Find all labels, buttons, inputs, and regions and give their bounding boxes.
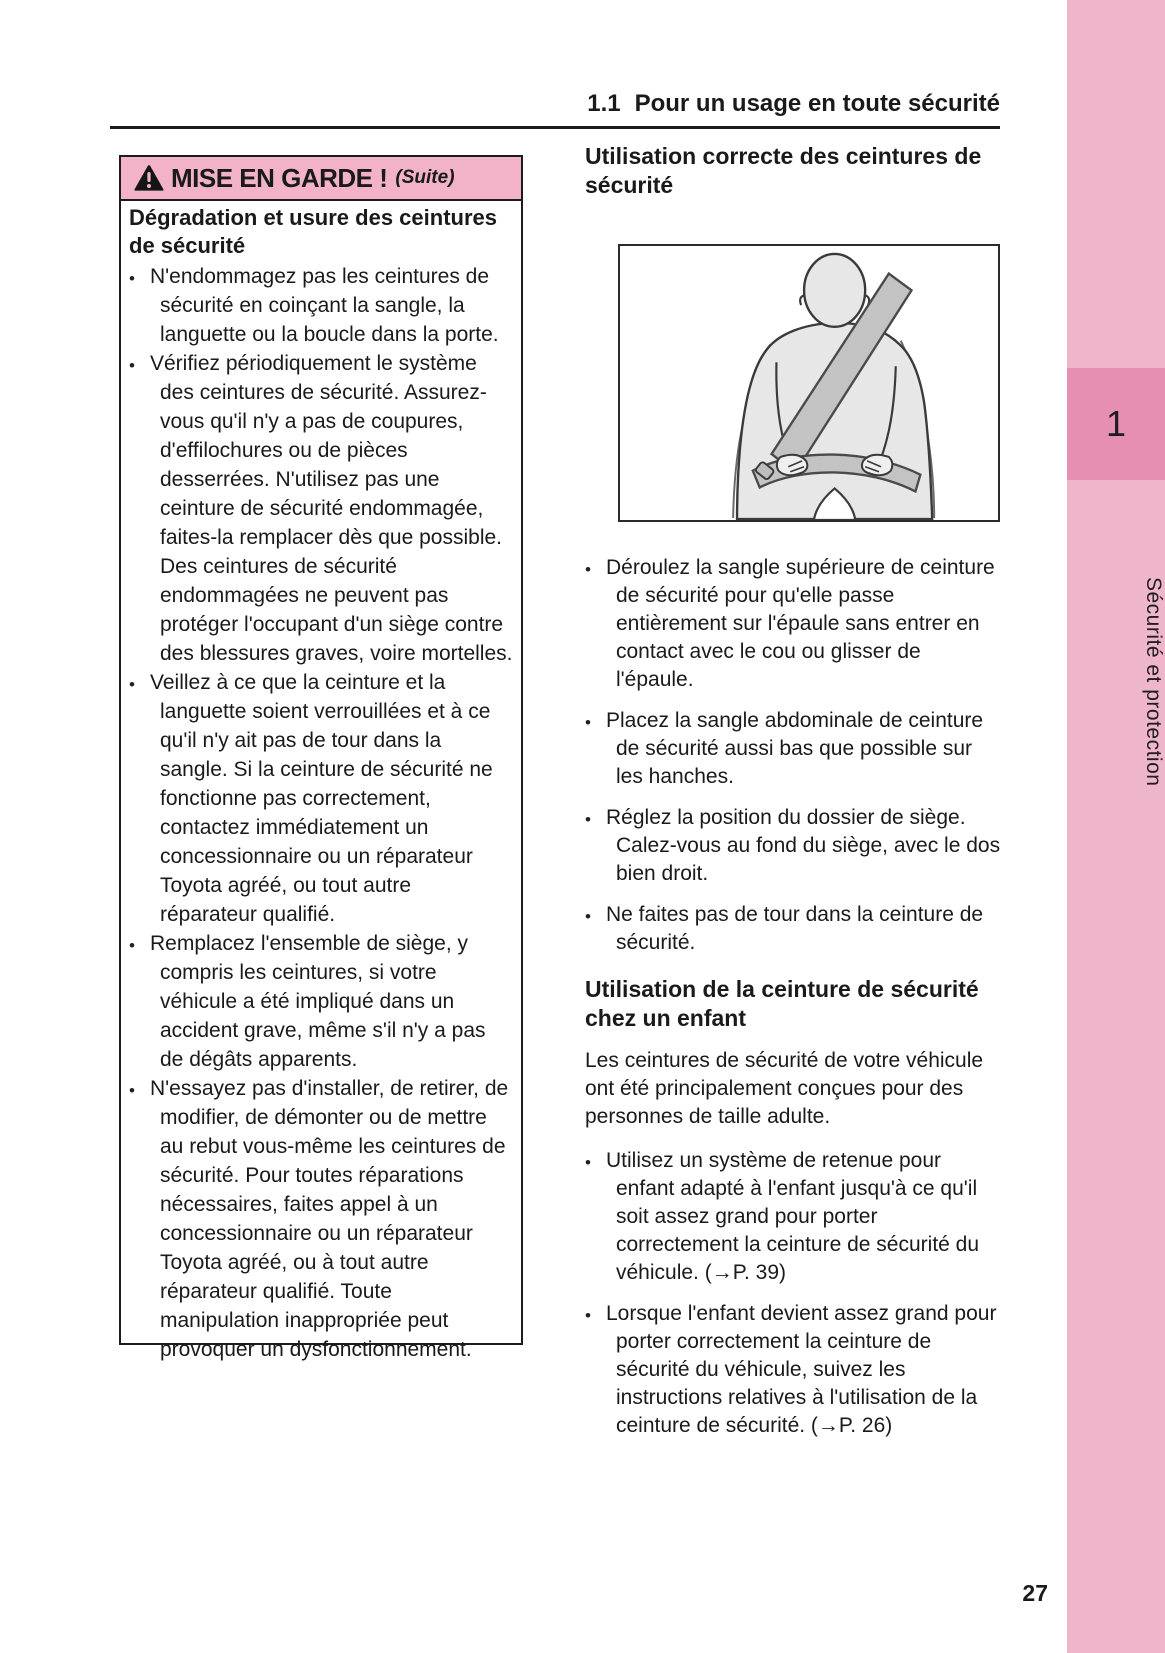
bullet-item	[129, 1074, 513, 1364]
seatbelt-illustration	[618, 244, 1000, 522]
bullet-marker: •	[129, 1081, 135, 1100]
warning-title: MISE EN GARDE !	[171, 162, 388, 193]
chapter-tab	[1067, 368, 1165, 480]
bullet-text: Placez la sangle abdominale de ceinture de sécurité aussi bas que possible sur les hanches.	[606, 709, 984, 788]
bullet-text: N'endommagez pas les ceintures de sécurité en coinçant la sangle, la languette ou la boucle dans la porte.	[150, 265, 499, 346]
right-column	[585, 142, 1003, 1440]
bullet-marker: •	[129, 356, 135, 375]
bullet-text: Réglez la position du dossier de siège. Calez-vous au fond du siège, avec le dos bien droit.	[606, 806, 1001, 885]
bullet-marker: •	[129, 675, 135, 694]
bullet-item	[585, 804, 1003, 888]
section1-bullet-list	[585, 554, 1003, 957]
warning-title-suffix: (Suite)	[395, 167, 455, 188]
bullet-marker: •	[129, 936, 135, 955]
bullet-marker: •	[585, 907, 591, 926]
chapter-number: 1	[1105, 403, 1127, 444]
bullet-text: Remplacez l'ensemble de siège, y compris les ceintures, si votre véhicule a été impliqué dans un accident grave, même s'il n'y a pas de dégâts apparents.	[150, 932, 486, 1071]
section1-heading: Utilisation correcte des ceintures de sécurité	[585, 143, 982, 198]
bullet-item	[585, 901, 1003, 957]
bullet-text: Ne faites pas de tour dans la ceinture de sécurité.	[606, 903, 984, 954]
bullet-text: Lorsque l'enfant devient assez grand pour porter correctement la ceinture de sécurité du véhicule, suivez les instructions relatives à l'utilisation de la ceinture de sécurité. (→P. 26)	[606, 1302, 997, 1437]
bullet-item	[585, 1300, 1003, 1440]
warning-box-body	[121, 201, 521, 1364]
bullet-item	[585, 1147, 1003, 1287]
bullet-text: N'essayez pas d'installer, de retirer, de modifier, de démonter ou de mettre au rebut vous-même les ceintures de sécurité. Pour toutes réparations nécessaires, faites appel à un concessionnaire ou un réparateur Toyota agréé, ou à tout autre réparateur qualifié. Toute manipulation inappropriée peut provoquer un dysfonctionnement.	[150, 1077, 509, 1361]
bullet-marker: •	[585, 560, 591, 579]
bullet-marker: •	[585, 810, 591, 829]
bullet-text: Vérifiez périodiquement le système des ceintures de sécurité. Assurez-vous qu'il n'y a pas de coupures, d'effilochures ou de pièces desserrées. N'utilisez pas une ceinture de sécurité endommagée, faites-la remplacer dès que possible. Des ceintures de sécurité endommagées ne peuvent pas protéger l'occupant d'un siège contre des blessures graves, voire mortelles.	[150, 352, 513, 665]
bullet-marker: •	[585, 713, 591, 732]
bullet-item	[129, 349, 513, 668]
warning-box	[119, 155, 523, 1361]
bullet-item	[129, 668, 513, 929]
bullet-item	[129, 262, 513, 349]
chapter-title-vertical	[1067, 502, 1165, 862]
section2-bullet-list	[585, 1147, 1003, 1440]
bullet-item	[129, 929, 513, 1074]
bullet-marker: •	[585, 1153, 591, 1172]
warning-heading: Dégradation et usure des ceintures de sécurité	[129, 205, 497, 258]
warning-box-header	[121, 157, 521, 201]
bullet-text: Utilisez un système de retenue pour enfant adapté à l'enfant jusqu'à ce qu'il soit assez grand pour porter correctement la ceinture de sécurité du véhicule. (→P. 39)	[606, 1149, 980, 1284]
bullet-marker: •	[585, 1306, 591, 1325]
bullet-item	[585, 707, 1003, 791]
warning-bullet-list	[129, 262, 513, 1364]
header-rule	[110, 126, 1000, 129]
page-number: 27	[1022, 1580, 1048, 1606]
bullet-text: Déroulez la sangle supérieure de ceinture de sécurité pour qu'elle passe entièrement sur l'épaule sans entrer en contact avec le cou ou glisser de l'épaule.	[606, 556, 995, 691]
page-header	[110, 90, 1000, 118]
section2-heading: Utilisation de la ceinture de sécurité chez un enfant	[585, 976, 979, 1031]
bullet-marker: •	[129, 269, 135, 288]
bullet-text: Veillez à ce que la ceinture et la languette soient verrouillées et à ce qu'il n'y ait pas de tour dans la sangle. Si la ceinture de sécurité ne fonctionne pas correctement, contactez immédiatement un concessionnaire ou un réparateur Toyota agréé, ou tout autre réparateur qualifié.	[150, 671, 493, 926]
section2-intro: Les ceintures de sécurité de votre véhicule ont été principalement conçues pour des personnes de taille adulte.	[585, 1049, 984, 1128]
chapter-title-text: Sécurité et protection	[1142, 577, 1165, 787]
warning-triangle-icon	[133, 164, 165, 193]
section-number: 1.1	[587, 90, 621, 117]
page-header-title: Pour un usage en toute sécurité	[634, 90, 1000, 117]
seated-person-seatbelt-image	[620, 246, 998, 520]
bullet-item	[585, 554, 1003, 694]
